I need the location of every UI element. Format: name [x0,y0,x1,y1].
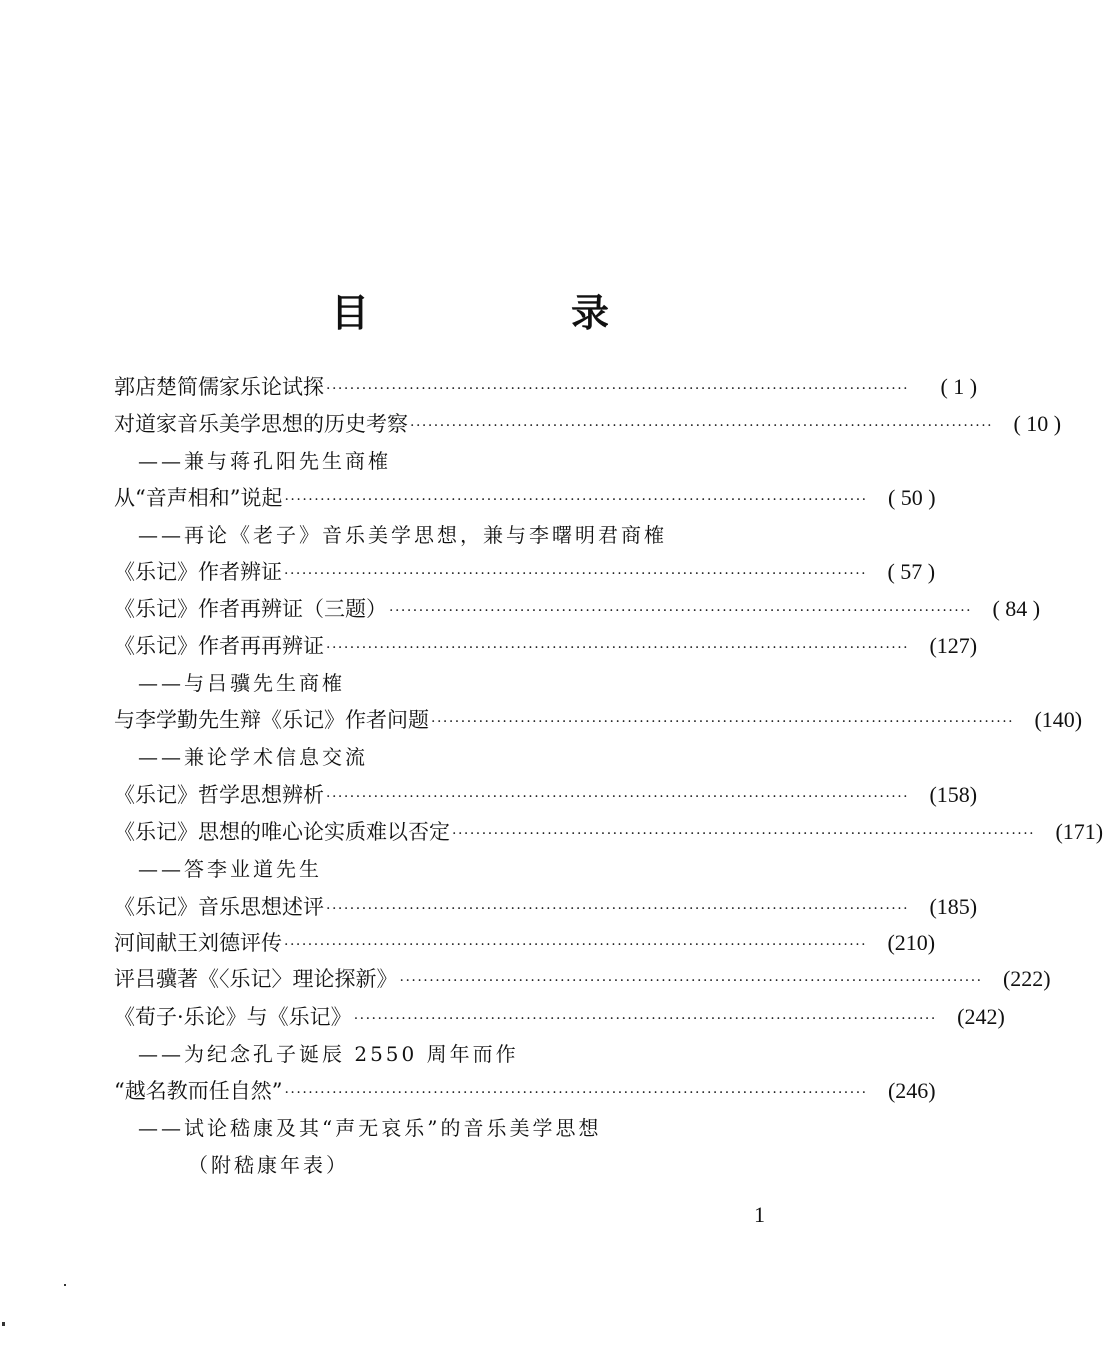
entry-page: (210) [887,930,936,955]
dot-leader: ·································································································· [410,418,994,434]
entry-title: 评吕骥著《〈乐记〉理论探新》 [114,967,398,991]
entry-page: (158) [929,782,978,807]
entry-page: (246) [887,1078,936,1103]
entry-subtitle: ——为纪念孔子诞辰 2550 周年而作 [138,1042,519,1066]
entry-subtitle: ——试论嵇康及其“声无哀乐”的音乐美学思想 [138,1116,602,1140]
toc-entry[interactable] [114,889,978,925]
dot-leader: ·································································································· [399,973,983,989]
dot-leader: ·································································································· [452,826,1036,842]
entry-subtitle: ——答李业道先生 [138,857,322,881]
entry-subtitle: ——再论《老子》音乐美学思想，兼与李曙明君商榷 [138,523,667,547]
toc-entry[interactable] [114,554,936,590]
entry-title: 与李学勤先生辩《乐记》作者问题 [114,708,429,732]
entry-title: 河间献王刘德评传 [114,931,282,955]
entry-title: 《乐记》作者再辨证（三题） [114,597,387,621]
entry-subtitle: ——兼论学术信息交流 [138,745,368,769]
toc-entry[interactable] [114,814,1103,850]
page-number: 1 [754,1202,765,1227]
entry-subtitle: ——兼与蒋孔阳先生商榷 [138,449,391,473]
entry-title: “越名教而任自然” [114,1079,283,1103]
dot-leader: ·································································································· [431,714,1015,730]
entry-subtitle: ——与吕骥先生商榷 [138,671,345,695]
toc-entry[interactable] [114,777,978,813]
page-title: 目 录 [330,291,691,335]
dot-leader: ·································································································· [284,492,868,508]
toc-entry[interactable] [114,1073,936,1109]
entry-page: (185) [929,894,978,919]
entry-page: ( 84 ) [992,596,1041,621]
toc-entry[interactable] [114,628,978,664]
toc-entry[interactable] [114,406,1062,442]
entry-title: 《乐记》音乐思想述评 [114,895,324,919]
entry-page: (171) [1055,819,1103,844]
dot-leader: ·································································································· [284,1085,868,1101]
scan-speck [2,1322,5,1326]
entry-page: ( 10 ) [1013,411,1062,436]
entry-title: 《荀子·乐论》与《乐记》 [114,1005,352,1029]
toc-entry[interactable] [114,591,1041,627]
entry-page: (140) [1034,707,1083,732]
entry-title: 《乐记》思想的唯心论实质难以否定 [114,820,450,844]
scan-speck [64,1284,66,1286]
entry-title: 《乐记》作者再再辨证 [114,634,324,658]
entry-title: 《乐记》作者辨证 [114,560,282,584]
entry-title: 对道家音乐美学思想的历史考察 [114,412,408,436]
toc-entry[interactable] [114,961,1051,997]
entry-page: (222) [1002,966,1051,991]
dot-leader: ·································································································· [326,789,910,805]
toc-entry[interactable] [114,925,936,961]
entry-title: 《乐记》哲学思想辨析 [114,783,324,807]
dot-leader: ·································································································· [284,566,868,582]
toc-entry[interactable] [114,480,936,516]
dot-leader: ·································································································· [326,381,910,397]
entry-page: (242) [957,1004,1005,1029]
entry-note: （附嵇康年表） [188,1153,349,1177]
entry-page: ( 1 ) [940,374,978,399]
entry-title: 从“音声相和”说起 [114,486,283,510]
dot-leader: ·································································································· [326,640,910,656]
entry-title: 郭店楚简儒家乐论试探 [114,375,324,399]
entry-page: ( 50 ) [887,485,936,510]
toc-entry[interactable] [114,999,1005,1035]
dot-leader: ·································································································· [353,1011,937,1027]
dot-leader: ·································································································· [326,901,910,917]
entry-page: (127) [929,633,978,658]
toc-entry[interactable] [114,702,1083,738]
entry-page: ( 57 ) [887,559,936,584]
toc-entry[interactable] [114,369,978,405]
dot-leader: ·································································································· [389,603,973,619]
dot-leader: ·································································································· [284,937,868,953]
